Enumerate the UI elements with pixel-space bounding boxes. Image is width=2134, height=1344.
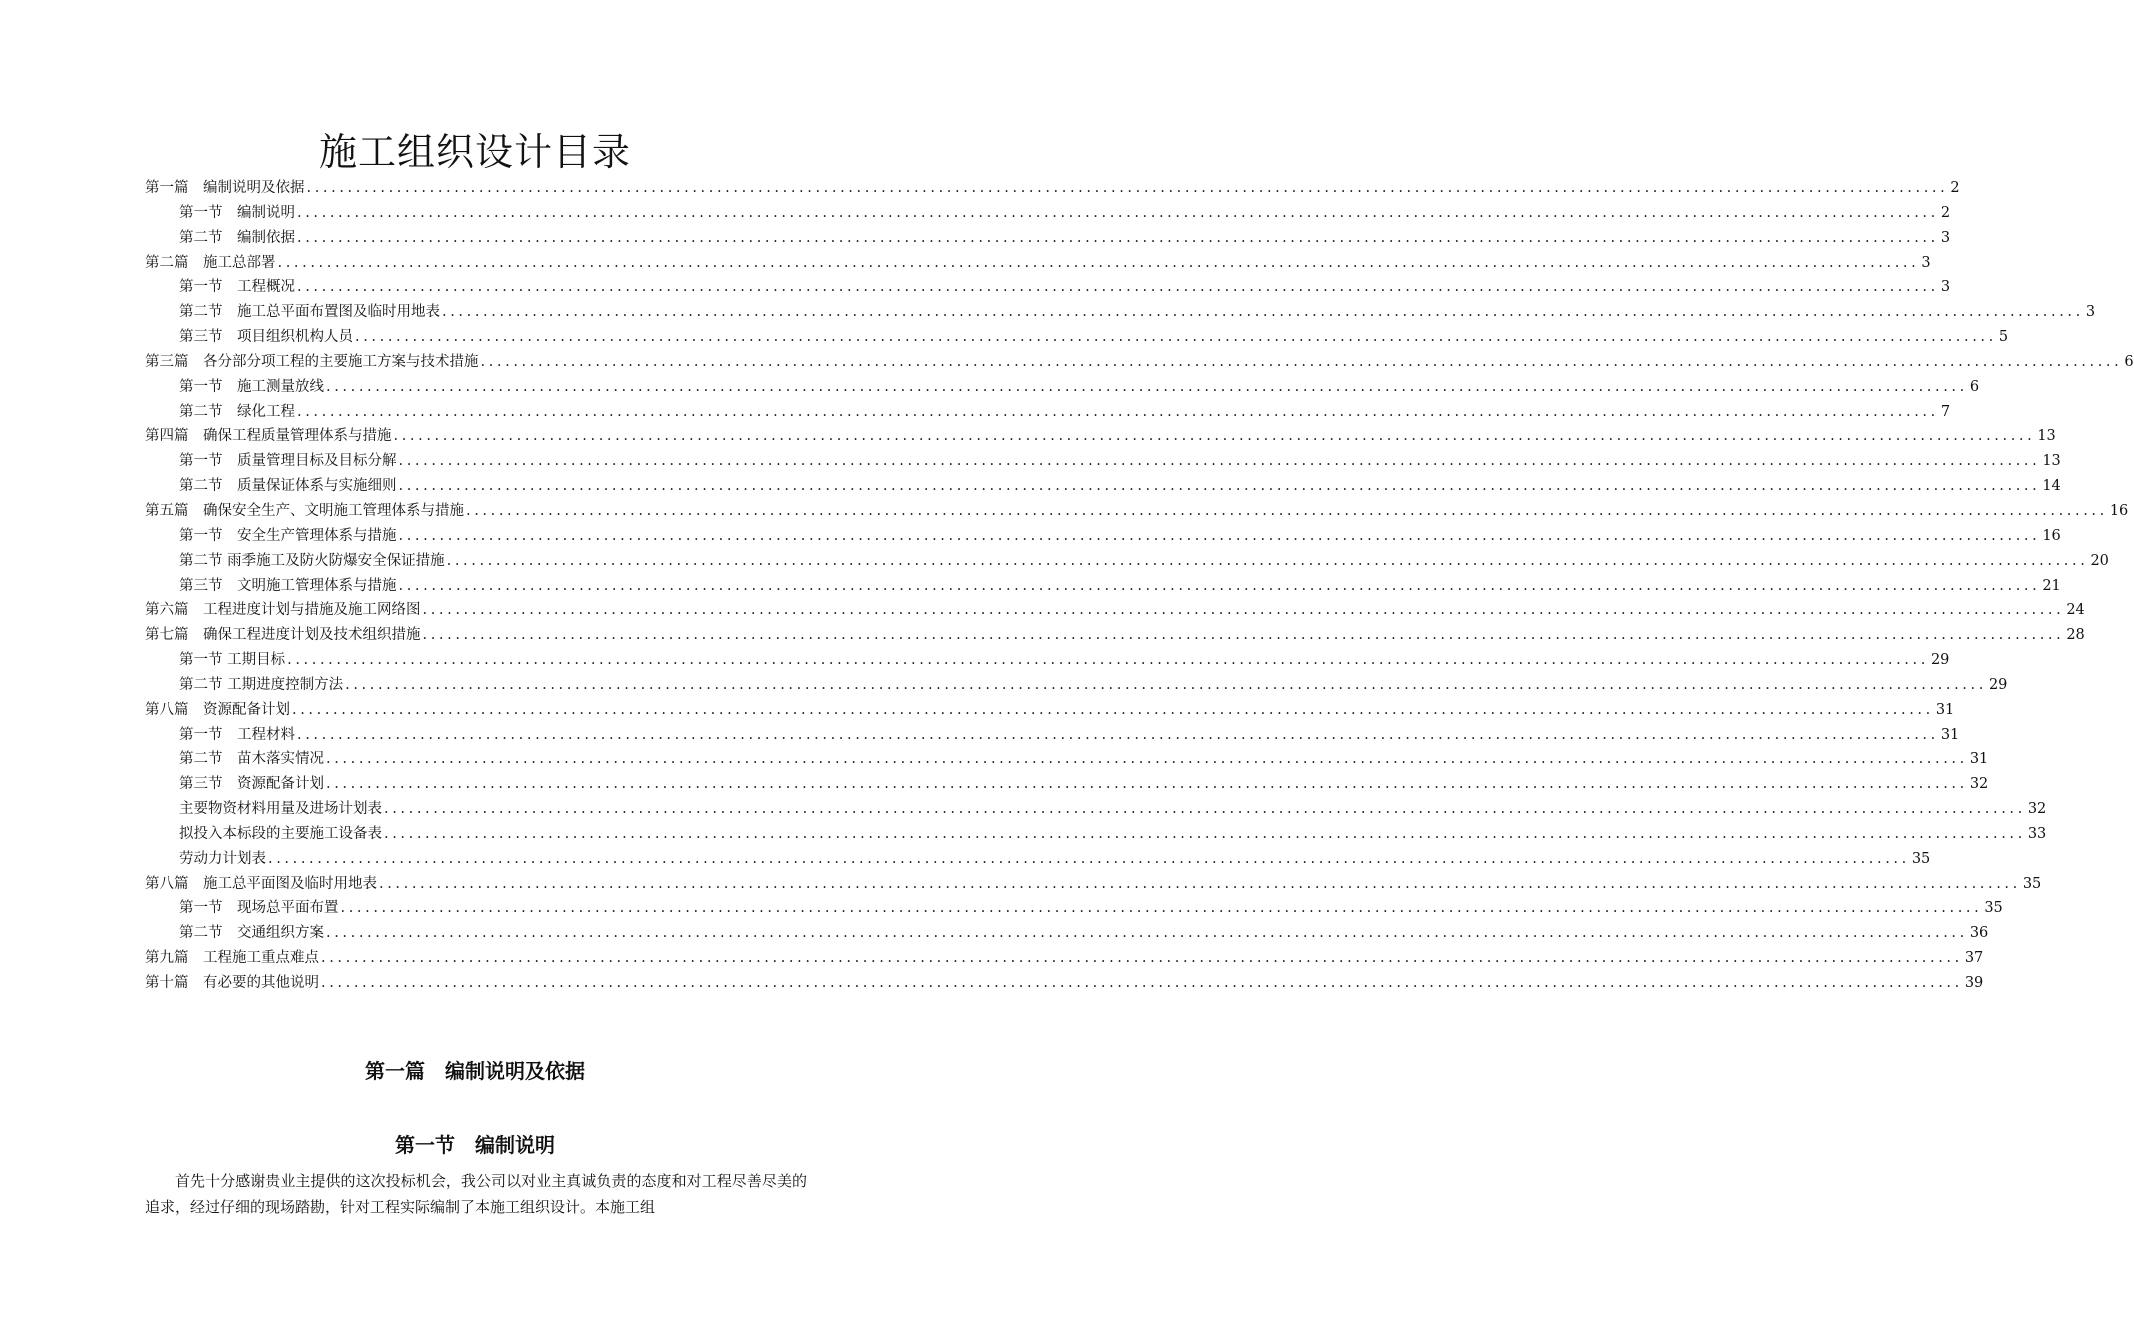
toc-entry-title: 第九篇 工程施工重点难点 xyxy=(145,950,319,967)
toc-page-number: 37 xyxy=(1964,950,1984,967)
toc-dot-leader: ........................................................................................................................................................................................................ xyxy=(297,229,1939,246)
toc-page-number: 3 xyxy=(1940,229,1951,246)
toc-page-number: 3 xyxy=(2085,304,2096,321)
toc-dot-leader: ........................................................................................................................................................................................................ xyxy=(340,900,1983,917)
toc-entry[interactable] xyxy=(145,598,2085,623)
toc-dot-leader: ........................................................................................................................................................................................................ xyxy=(326,751,1968,768)
toc-entry-title: 第二篇 施工总部署 xyxy=(145,254,276,271)
toc-entry[interactable] xyxy=(145,772,1989,797)
toc-page-number: 29 xyxy=(1988,676,2008,693)
toc-page-number: 31 xyxy=(1940,726,1960,743)
toc-entry[interactable] xyxy=(145,226,1951,251)
toc-entry[interactable] xyxy=(145,375,1980,400)
toc-dot-leader: ........................................................................................................................................................................................................ xyxy=(297,204,1939,221)
toc-entry-title: 第二节 交通组织方案 xyxy=(179,925,324,942)
toc-page-number: 21 xyxy=(2042,577,2061,594)
toc-entry-title: 第三节 资源配备计划 xyxy=(179,776,324,793)
toc-entry-title: 第三篇 各分部分项工程的主要施工方案与技术措施 xyxy=(145,353,479,370)
toc-entry-title: 第二节 雨季施工及防火防爆安全保证措施 xyxy=(179,552,445,569)
toc-page-number: 3 xyxy=(1940,279,1951,296)
toc-dot-leader: ........................................................................................................................................................................................................ xyxy=(393,428,2036,445)
toc-dot-leader: ........................................................................................................................................................................................................ xyxy=(398,478,2041,495)
toc-entry[interactable] xyxy=(145,623,2085,648)
toc-page-number: 35 xyxy=(2022,875,2042,892)
toc-entry-title: 第五篇 确保安全生产、文明施工管理体系与措施 xyxy=(145,502,464,519)
toc-entry-title: 主要物资材料用量及进场计划表 xyxy=(179,801,382,818)
toc-entry[interactable] xyxy=(145,673,2008,698)
toc-dot-leader: ........................................................................................................................................................................................................ xyxy=(306,180,1949,196)
toc-page-number: 3 xyxy=(1921,254,1931,271)
toc-entry-title: 第八篇 施工总平面图及临时用地表 xyxy=(145,875,377,892)
toc-entry[interactable] xyxy=(145,698,1955,723)
toc-dot-leader: ........................................................................................................................................................................................................ xyxy=(384,801,2026,818)
toc-entry-title: 第一节 工期目标 xyxy=(179,652,286,669)
toc-entry[interactable] xyxy=(145,499,2129,524)
toc-entry-title: 第三节 项目组织机构人员 xyxy=(179,329,353,346)
toc-page-number: 36 xyxy=(1969,925,1989,942)
toc-dot-leader: ........................................................................................................................................................................................................ xyxy=(287,652,1929,669)
toc-entry[interactable] xyxy=(145,797,2047,822)
toc-entry-title: 第一节 工程材料 xyxy=(179,726,295,743)
toc-dot-leader: ........................................................................................................................................................................................................ xyxy=(297,403,1939,420)
toc-dot-leader: ........................................................................................................................................................................................................ xyxy=(355,329,1997,346)
toc-page-number: 28 xyxy=(2066,627,2085,644)
toc-page-number: 16 xyxy=(2109,502,2129,519)
toc-entry-title: 第四篇 确保工程质量管理体系与措施 xyxy=(145,428,392,445)
toc-page-number: 32 xyxy=(1969,776,1989,793)
toc-entry-title: 第一节 安全生产管理体系与措施 xyxy=(179,527,397,544)
toc-entry-title: 第二节 苗木落实情况 xyxy=(179,751,324,768)
toc-entry-title: 第六篇 工程进度计划与措施及施工网络图 xyxy=(145,602,421,619)
toc-entry-title: 第一节 编制说明 xyxy=(179,204,295,221)
toc-entry[interactable] xyxy=(145,251,1931,276)
toc-entry-title: 第一节 施工测量放线 xyxy=(179,378,324,395)
toc-entry-title: 第十篇 有必要的其他说明 xyxy=(145,975,319,991)
table-of-contents xyxy=(145,176,2134,996)
toc-entry[interactable] xyxy=(145,971,1984,996)
toc-dot-leader: ........................................................................................................................................................................................................ xyxy=(398,577,2041,594)
toc-page-number: 31 xyxy=(1969,751,1989,768)
toc-entry[interactable] xyxy=(145,574,2061,599)
toc-dot-leader: ........................................................................................................................................................................................................ xyxy=(321,950,1963,967)
toc-dot-leader: ........................................................................................................................................................................................................ xyxy=(446,552,2089,569)
toc-entry-title: 第二节 绿化工程 xyxy=(179,403,295,420)
toc-dot-leader: ........................................................................................................................................................................................................ xyxy=(398,527,2041,544)
toc-page-number: 39 xyxy=(1964,975,1984,991)
toc-dot-leader: ........................................................................................................................................................................................................ xyxy=(480,353,2123,370)
toc-entry-title: 拟投入本标段的主要施工设备表 xyxy=(179,825,382,842)
toc-entry[interactable] xyxy=(145,723,1960,748)
toc-page-number: 32 xyxy=(2027,801,2047,818)
toc-dot-leader: ........................................................................................................................................................................................................ xyxy=(297,726,1939,743)
toc-entry[interactable] xyxy=(145,449,2061,474)
toc-dot-leader: ........................................................................................................................................................................................................ xyxy=(422,602,2065,619)
toc-entry-title: 第二节 质量保证体系与实施细则 xyxy=(179,478,397,495)
toc-page-number: 6 xyxy=(2124,353,2134,370)
toc-entry-title: 第七篇 确保工程进度计划及技术组织措施 xyxy=(145,627,421,644)
toc-dot-leader: ........................................................................................................................................................................................................ xyxy=(379,875,2021,892)
toc-entry[interactable] xyxy=(145,201,1951,226)
part-heading: 第一篇 编制说明及依据 xyxy=(365,1059,585,1083)
page-title: 施工组织设计目录 xyxy=(318,130,631,174)
toc-entry[interactable] xyxy=(145,524,2061,549)
toc-page-number: 2 xyxy=(1950,180,1960,196)
toc-entry-title: 第二节 工期进度控制方法 xyxy=(179,676,344,693)
toc-entry[interactable] xyxy=(145,648,1950,673)
toc-page-number: 16 xyxy=(2042,527,2061,544)
toc-entry-title: 第一节 质量管理目标及目标分解 xyxy=(179,453,397,470)
toc-page-number: 31 xyxy=(1935,701,1955,718)
toc-page-number: 2 xyxy=(1940,204,1951,221)
toc-dot-leader: ........................................................................................................................................................................................................ xyxy=(268,850,1910,867)
toc-page-number: 13 xyxy=(2037,428,2056,445)
toc-entry[interactable] xyxy=(145,549,2109,574)
toc-entry-title: 第一节 现场总平面布置 xyxy=(179,900,339,917)
toc-dot-leader: ........................................................................................................................................................................................................ xyxy=(384,825,2026,842)
toc-page-number: 35 xyxy=(1984,900,2003,917)
toc-dot-leader: ........................................................................................................................................................................................................ xyxy=(345,676,1987,693)
toc-entry[interactable] xyxy=(145,747,1989,772)
toc-page-number: 14 xyxy=(2042,478,2061,495)
toc-page-number: 5 xyxy=(1998,329,2009,346)
toc-dot-leader: ........................................................................................................................................................................................................ xyxy=(297,279,1939,296)
toc-page-number: 13 xyxy=(2042,453,2061,470)
toc-entry[interactable] xyxy=(145,275,1951,300)
toc-entry[interactable] xyxy=(145,921,1989,946)
toc-entry-title: 劳动力计划表 xyxy=(179,850,266,867)
toc-dot-leader: ........................................................................................................................................................................................................ xyxy=(466,502,2108,519)
toc-page-number: 35 xyxy=(1911,850,1931,867)
toc-entry[interactable] xyxy=(145,822,2047,847)
section-heading: 第一节 编制说明 xyxy=(395,1133,555,1157)
toc-entry-title: 第三节 文明施工管理体系与措施 xyxy=(179,577,397,594)
toc-entry-title: 第一篇 编制说明及依据 xyxy=(145,180,305,196)
toc-page-number: 6 xyxy=(1969,378,1980,395)
toc-dot-leader: ........................................................................................................................................................................................................ xyxy=(326,378,1968,395)
toc-entry[interactable] xyxy=(145,872,2042,897)
toc-page-number: 24 xyxy=(2066,602,2085,619)
toc-entry-title: 第二节 施工总平面布置图及临时用地表 xyxy=(179,304,440,321)
toc-entry[interactable] xyxy=(145,325,2009,350)
toc-entry[interactable] xyxy=(145,400,1951,425)
toc-entry[interactable] xyxy=(145,300,2096,325)
toc-entry[interactable] xyxy=(145,896,2003,921)
toc-entry-title: 第一节 工程概况 xyxy=(179,279,295,296)
toc-dot-leader: ........................................................................................................................................................................................................ xyxy=(326,925,1968,942)
toc-page-number: 29 xyxy=(1930,652,1950,669)
toc-entry[interactable] xyxy=(145,847,1931,872)
toc-page-number: 33 xyxy=(2027,825,2047,842)
toc-entry[interactable] xyxy=(145,350,2134,375)
toc-entry[interactable] xyxy=(145,474,2061,499)
toc-dot-leader: ........................................................................................................................................................................................................ xyxy=(398,453,2041,470)
toc-page-number: 7 xyxy=(1940,403,1951,420)
toc-dot-leader: ........................................................................................................................................................................................................ xyxy=(292,701,1934,718)
toc-entry-title: 第八篇 资源配备计划 xyxy=(145,701,290,718)
toc-entry[interactable] xyxy=(145,946,1984,971)
toc-entry[interactable] xyxy=(145,176,1960,201)
toc-dot-leader: ........................................................................................................................................................................................................ xyxy=(277,254,1920,271)
toc-dot-leader: ........................................................................................................................................................................................................ xyxy=(442,304,2084,321)
toc-page-number: 20 xyxy=(2090,552,2109,569)
toc-entry-title: 第二节 编制依据 xyxy=(179,229,295,246)
toc-entry[interactable] xyxy=(145,424,2056,449)
toc-dot-leader: ........................................................................................................................................................................................................ xyxy=(321,975,1963,991)
toc-dot-leader: ........................................................................................................................................................................................................ xyxy=(326,776,1968,793)
body-paragraph: 首先十分感谢贵业主提供的这次投标机会，我公司以对业主真诚负责的态度和对工程尽善尽美的追求，经过仔细的现场踏勘，针对工程实际编制了本施工组织设计。本施工组 xyxy=(145,1172,807,1216)
toc-dot-leader: ........................................................................................................................................................................................................ xyxy=(422,627,2065,644)
